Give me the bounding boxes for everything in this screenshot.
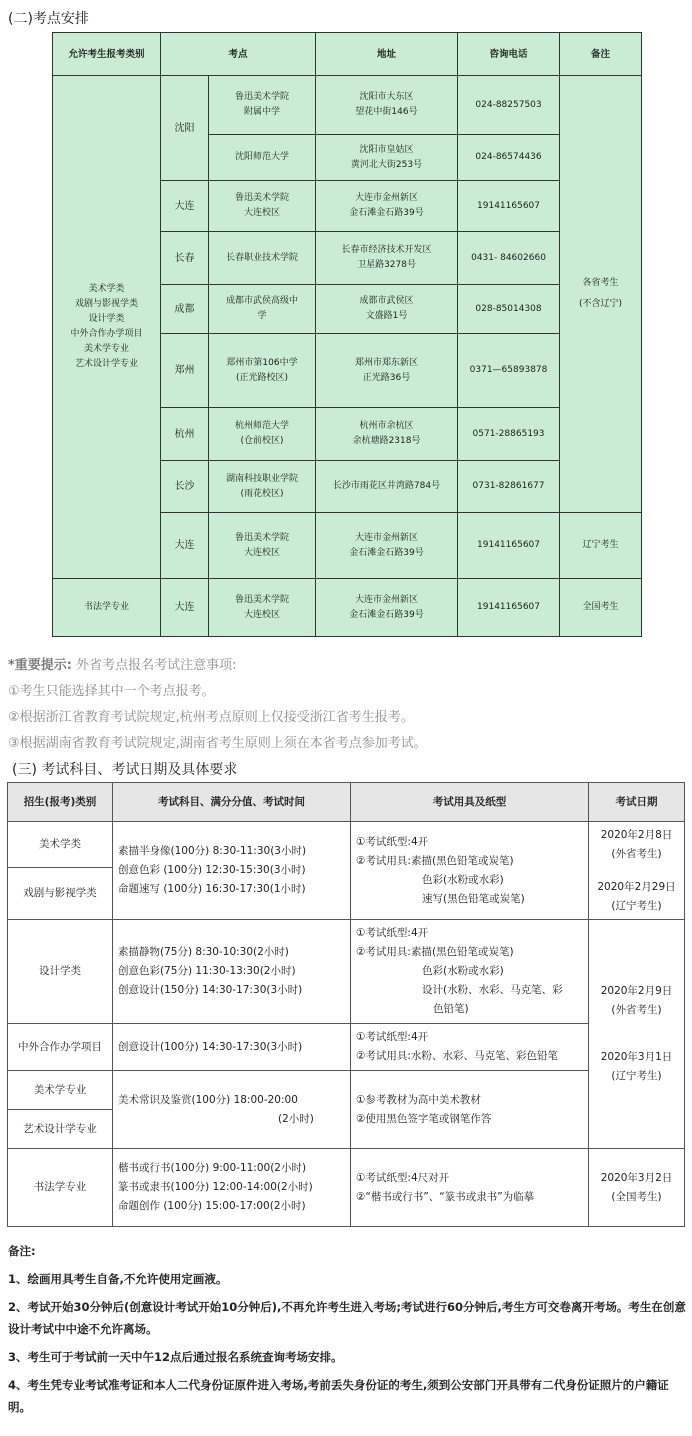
tools-cell: ①考试纸型:4尺对开 ②“楷书或行书”、“篆书或隶书”为临摹 (351, 1149, 589, 1227)
venue-cell: 长春职业技术学院 (209, 232, 316, 285)
city-cell: 郑州 (161, 334, 209, 408)
address-cell: 大连市金州新区 金石滩金石路39号 (316, 181, 458, 232)
table-row (8, 1149, 685, 1227)
phone-cell: 0571-28865193 (458, 408, 560, 461)
city-cell: 长沙 (161, 461, 209, 513)
header-date: 考试日期 (589, 783, 685, 822)
date-cell: 2020年2月9日 (外省考生) 2020年3月1日 (辽宁考生) (589, 920, 685, 1149)
section2-title: (二)考点安排 (8, 11, 89, 27)
venue-cell: 郑州市第106中学 (正光路校区) (209, 334, 316, 408)
subjects-cell: 素描半身像(100分) 8:30-11:30(3小时) 创意色彩 (100分) 12:30-15:30(3小时) 命题速写 (100分) 16:30-17:30(1小时) (113, 822, 351, 920)
tools-cell: ①考试纸型:4开 ②考试用具:素描(黑色铅笔或炭笔) 色彩(水粉或水彩) 速写(黑色铅笔或炭笔) (351, 822, 589, 920)
subjects-cell: 楷书或行书(100分) 9:00-11:00(2小时) 篆书或隶书(100分) 12:00-14:00(2小时) 命题创作 (100分) 15:00-17:00(2小时) (113, 1149, 351, 1227)
remark-item: 4、考生凭专业考试准考证和本人二代身份证原件进入考场,考前丢失身份证的考生,须到公安部门开具带有二代身份证照片的户籍证明。 (8, 1378, 669, 1414)
category-cell: 中外合作办学项目 (8, 1024, 113, 1071)
category-cell: 设计学类 (8, 920, 113, 1024)
city-cell: 成都 (161, 285, 209, 334)
address-cell: 杭州市余杭区 余杭塘路2318号 (316, 408, 458, 461)
exam-venue-table (52, 32, 642, 637)
phone-cell: 19141165607 (458, 579, 560, 637)
address-cell: 沈阳市大东区 望花中街146号 (316, 76, 458, 135)
remark-national: 全国考生 (560, 579, 642, 637)
city-cell: 杭州 (161, 408, 209, 461)
subject-table-header (8, 783, 685, 822)
phone-cell: 0431- 84602660 (458, 232, 560, 285)
phone-cell: 0371—65893878 (458, 334, 560, 408)
exam-subject-table (7, 782, 685, 1227)
header-address: 地址 (316, 33, 458, 76)
table-row (8, 920, 685, 1024)
header-remark: 备注 (560, 33, 642, 76)
important-note-item: ②根据浙江省教育考试院规定,杭州考点原则上仅接受浙江省考生报考。 (8, 710, 414, 725)
header-category: 招生(报考)类别 (8, 783, 113, 822)
address-cell: 成都市武侯区 文盛路1号 (316, 285, 458, 334)
category-cell: 美术学专业 (8, 1071, 113, 1110)
remarks-section (8, 1240, 686, 1424)
date-cell: 2020年3月2日 (全国考生) (589, 1149, 685, 1227)
phone-cell: 024-88257503 (458, 76, 560, 135)
remark-item: 2、考试开始30分钟后(创意设计考试开始10分钟后),不再允许考生进入考场;考试进行60分钟后,考生方可交卷离开考场。考生在创意设计考试中中途不允许离场。 (8, 1300, 686, 1336)
remark-item: 1、绘画用具考生自备,不允许使用定画液。 (8, 1272, 228, 1286)
city-cell: 大连 (161, 513, 209, 579)
category-cell: 艺术设计学专业 (8, 1110, 113, 1149)
category-cell: 美术学类 (8, 822, 113, 868)
subjects-cell: 美术常识及鉴赏(100分) 18:00-20:00 (2小时) (113, 1071, 351, 1149)
venue-cell: 鲁迅美术学院 大连校区 (209, 181, 316, 232)
address-cell: 大连市金州新区 金石滩金石路39号 (316, 513, 458, 579)
tools-cell: ①参考教材为高中美术教材 ②使用黑色签字笔或钢笔作答 (351, 1071, 589, 1149)
address-cell: 长春市经济技术开发区 卫星路3278号 (316, 232, 458, 285)
venue-cell: 鲁迅美术学院 大连校区 (209, 579, 316, 637)
header-venue: 考点 (161, 33, 316, 76)
venue-table-header (53, 33, 642, 76)
table-row (8, 822, 685, 868)
subjects-cell: 素描静物(75分) 8:30-10:30(2小时) 创意色彩(75分) 11:30-13:30(2小时) 创意设计(150分) 14:30-17:30(3小时) (113, 920, 351, 1024)
venue-cell: 鲁迅美术学院 附属中学 (209, 76, 316, 135)
header-subjects: 考试科目、满分分值、考试时间 (113, 783, 351, 822)
subjects-cell: 创意设计(100分) 14:30-17:30(3小时) (113, 1024, 351, 1071)
remark-liaoning: 辽宁考生 (560, 513, 642, 579)
address-cell: 沈阳市皇姑区 黄河北大街253号 (316, 135, 458, 181)
phone-cell: 19141165607 (458, 513, 560, 579)
category-main: 美术学类 戏剧与影视学类 设计学类 中外合作办学项目 美术学专业 艺术设计学专业 (53, 76, 161, 579)
venue-cell: 成都市武侯高级中 学 (209, 285, 316, 334)
tools-cell: ①考试纸型:4开 ②考试用具:水粉、水彩、马克笔、彩色铅笔 (351, 1024, 589, 1071)
table-row (8, 1024, 685, 1071)
remarks-title: 备注: (8, 1244, 36, 1258)
header-category: 允许考生报考类别 (53, 33, 161, 76)
phone-cell: 0731-82861677 (458, 461, 560, 513)
tools-cell: ①考试纸型:4开 ②考试用具:素描(黑色铅笔或炭笔) 色彩(水粉或水彩) 设计(水粉、水彩、马克笔、彩 色铅笔) (351, 920, 589, 1024)
remark-item: 3、考生可于考试前一天中午12点后通过报名系统查询考场安排。 (8, 1350, 343, 1364)
category-calligraphy: 书法学专业 (53, 579, 161, 637)
venue-cell: 沈阳师范大学 (209, 135, 316, 181)
table-row (8, 1071, 685, 1110)
venue-cell: 湖南科技职业学院 (雨花校区) (209, 461, 316, 513)
important-note-item: ①考生只能选择其中一个考点报考。 (8, 684, 215, 699)
phone-cell: 028-85014308 (458, 285, 560, 334)
city-cell: 大连 (161, 579, 209, 637)
table-row (53, 579, 642, 637)
venue-cell: 鲁迅美术学院 大连校区 (209, 513, 316, 579)
header-tools: 考试用具及纸型 (351, 783, 589, 822)
section3-title: (三) 考试科目、考试日期及具体要求 (12, 762, 238, 778)
city-cell: 沈阳 (161, 76, 209, 181)
category-cell: 戏剧与影视学类 (8, 868, 113, 920)
remark-main: 各省考生 (不含辽宁) (560, 76, 642, 513)
important-note-title: *重要提示: 外省考点报名考试注意事项: (8, 658, 237, 673)
address-cell: 大连市金州新区 金石滩金石路39号 (316, 579, 458, 637)
date-cell: 2020年2月8日 (外省考生) 2020年2月29日 (辽宁考生) (589, 822, 685, 920)
address-cell: 长沙市雨花区井湾路784号 (316, 461, 458, 513)
address-cell: 郑州市郑东新区 正光路36号 (316, 334, 458, 408)
important-note-item: ③根据湖南省教育考试院规定,湖南省考生原则上须在本省考点参加考试。 (8, 736, 427, 751)
category-cell: 书法学专业 (8, 1149, 113, 1227)
venue-cell: 杭州师范大学 (仓前校区) (209, 408, 316, 461)
city-cell: 长春 (161, 232, 209, 285)
table-row (53, 76, 642, 135)
header-phone: 咨询电话 (458, 33, 560, 76)
city-cell: 大连 (161, 181, 209, 232)
phone-cell: 19141165607 (458, 181, 560, 232)
phone-cell: 024-86574436 (458, 135, 560, 181)
